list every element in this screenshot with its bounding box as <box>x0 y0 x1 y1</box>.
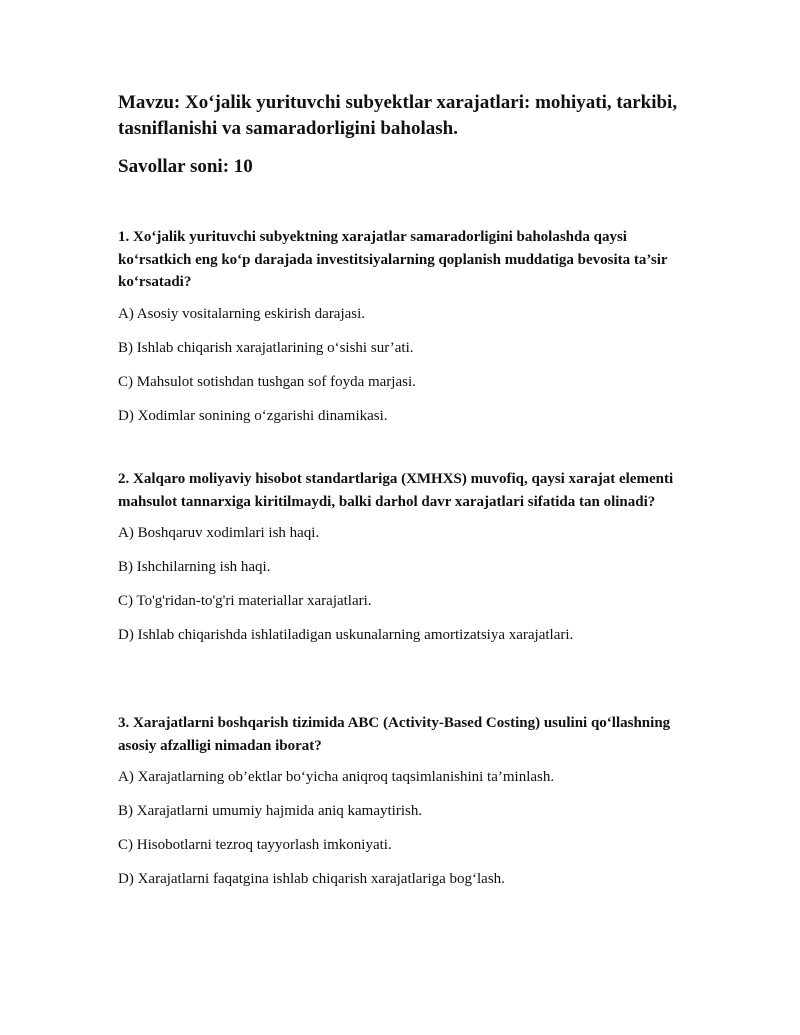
option-c: C) Mahsulot sotishdan tushgan sof foyda marjasi. <box>118 373 416 390</box>
option-a: A) Asosiy vositalarning eskirish darajasi. <box>118 305 366 322</box>
question-text: 2. Xalqaro moliyaviy hisobot standartlariga (XMHXS) muvofiq, qaysi xarajat elementi mahsulot tannarxiga kiritilmaydi, balki darhol davr xarajatlari sifatida tan olinadi? <box>118 471 674 510</box>
document-title: Mavzu: Xo‘jalik yurituvchi subyektlar xarajatlari: mohiyati, tarkibi, tasniflanishi va samaradorligini baholash. <box>118 92 678 139</box>
question-text: 3. Xarajatlarni boshqarish tizimida ABC (Activity-Based Costing) usulini qo‘llashning asosiy afzalligi nimadan iborat? <box>118 715 671 754</box>
option-c: C) To'g'ridan-to'g'ri materiallar xarajatlari. <box>118 593 372 609</box>
question-text: 1. Xo‘jalik yurituvchi subyektning xarajatlar samaradorligini baholashda qaysi ko‘rsatkich eng ko‘p darajada investitsiyalarning qoplanish muddatiga bevosita ta’sir ko‘rsatadi? <box>118 229 668 290</box>
option-b: B) Ishchilarning ish haqi. <box>118 559 271 575</box>
question-count: Savollar soni: 10 <box>118 156 253 177</box>
option-c: C) Hisobotlarni tezroq tayyorlash imkoniyati. <box>118 837 392 853</box>
question-1 <box>118 226 678 424</box>
option-a: A) Xarajatlarning ob’ektlar bo‘yicha aniqroq taqsimlanishini ta’minlash. <box>118 769 555 785</box>
option-b: B) Xarajatlarni umumiy hajmida aniq kamaytirish. <box>118 803 423 819</box>
question-2 <box>118 468 678 643</box>
option-d: D) Ishlab chiqarishda ishlatiladigan uskunalarning amortizatsiya xarajatlari. <box>118 627 574 643</box>
option-d: D) Xarajatlarni faqatgina ishlab chiqarish xarajatlariga bog‘lash. <box>118 871 505 887</box>
option-b: B) Ishlab chiqarish xarajatlarining o‘sishi sur’ati. <box>118 339 414 356</box>
option-d: D) Xodimlar sonining o‘zgarishi dinamikasi. <box>118 407 388 424</box>
question-3 <box>118 712 678 887</box>
document-page <box>118 90 678 887</box>
option-a: A) Boshqaruv xodimlari ish haqi. <box>118 525 320 541</box>
